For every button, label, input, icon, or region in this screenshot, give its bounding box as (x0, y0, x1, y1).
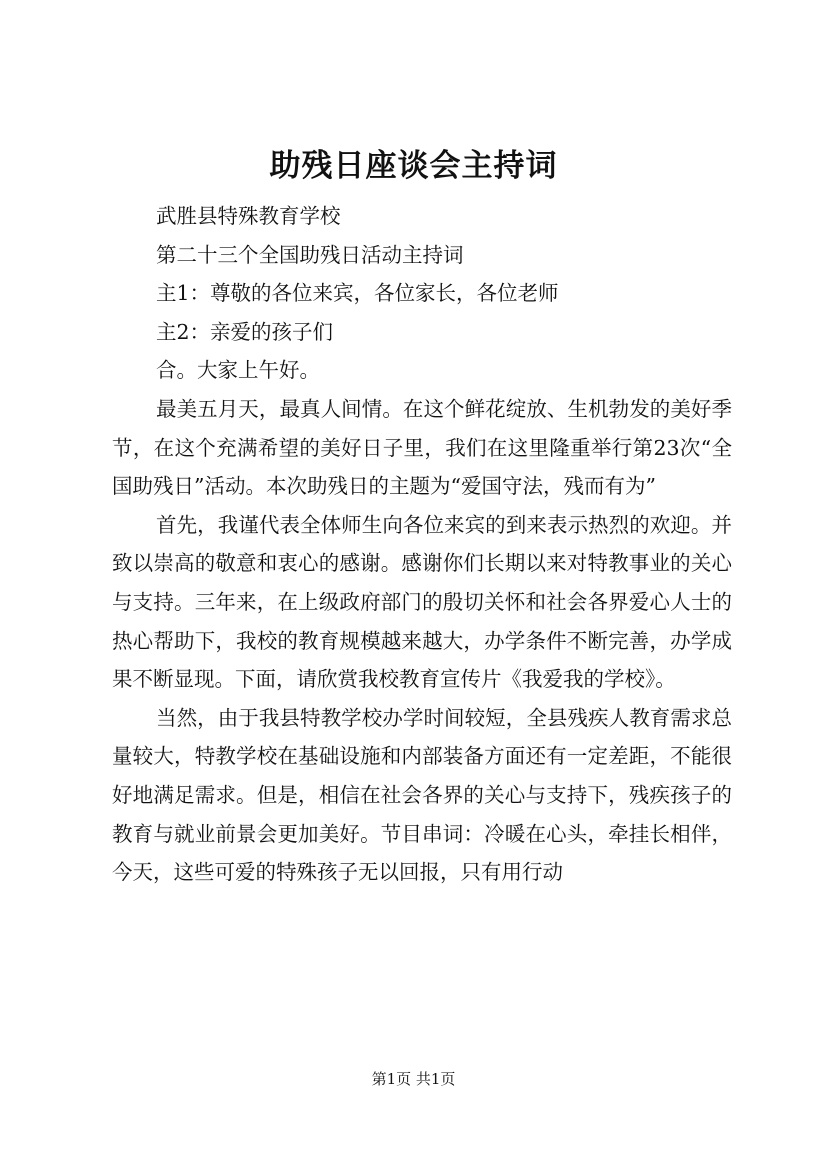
document-body (112, 197, 732, 892)
paragraph-intro: 最美五月天，最真人间情。在这个鲜花绽放、生机勃发的美好季节，在这个充满希望的美好日子里，我们在这里隆重举行第23次“全国助残日”活动。本次助残日的主题为“爱国守法，残而有为” (112, 396, 732, 499)
paragraph-outlook: 当然，由于我县特教学校办学时间较短，全县残疾人教育需求总量较大，特教学校在基础设施和内部装备方面还有一定差距，不能很好地满足需求。但是，相信在社会各界的关心与支持下，残疾孩子的教育与就业前景会更加美好。节目串词：冷暖在心头，牵挂长相伴，今天，这些可爱的特殊孩子无以回报，只有用行动 (112, 705, 732, 885)
page-number-footer: 第1页 共1页 (371, 1070, 456, 1088)
school-name-line: 武胜县特殊教育学校 (156, 204, 341, 228)
event-title-line: 第二十三个全国助残日活动主持词 (156, 242, 464, 267)
page-title: 助残日座谈会主持词 (269, 148, 558, 184)
host2-line: 主2：亲爱的孩子们 (156, 319, 334, 344)
paragraph-welcome: 首先，我谨代表全体师生向各位来宾的到来表示热烈的欢迎。并致以崇高的敬意和衷心的感谢。感谢你们长期以来对特教事业的关心与支持。三年来，在上级政府部门的殷切关怀和社会各界爱心人士的热心帮助下，我校的教育规模越来越大，办学条件不断完善，办学成果不断显现。下面，请欣赏我校教育宣传片《我爱我的学校》。 (112, 512, 732, 692)
host1-line: 主1：尊敬的各位来宾，各位家长，各位老师 (156, 281, 559, 306)
together-line: 合。大家上午好。 (156, 358, 320, 383)
